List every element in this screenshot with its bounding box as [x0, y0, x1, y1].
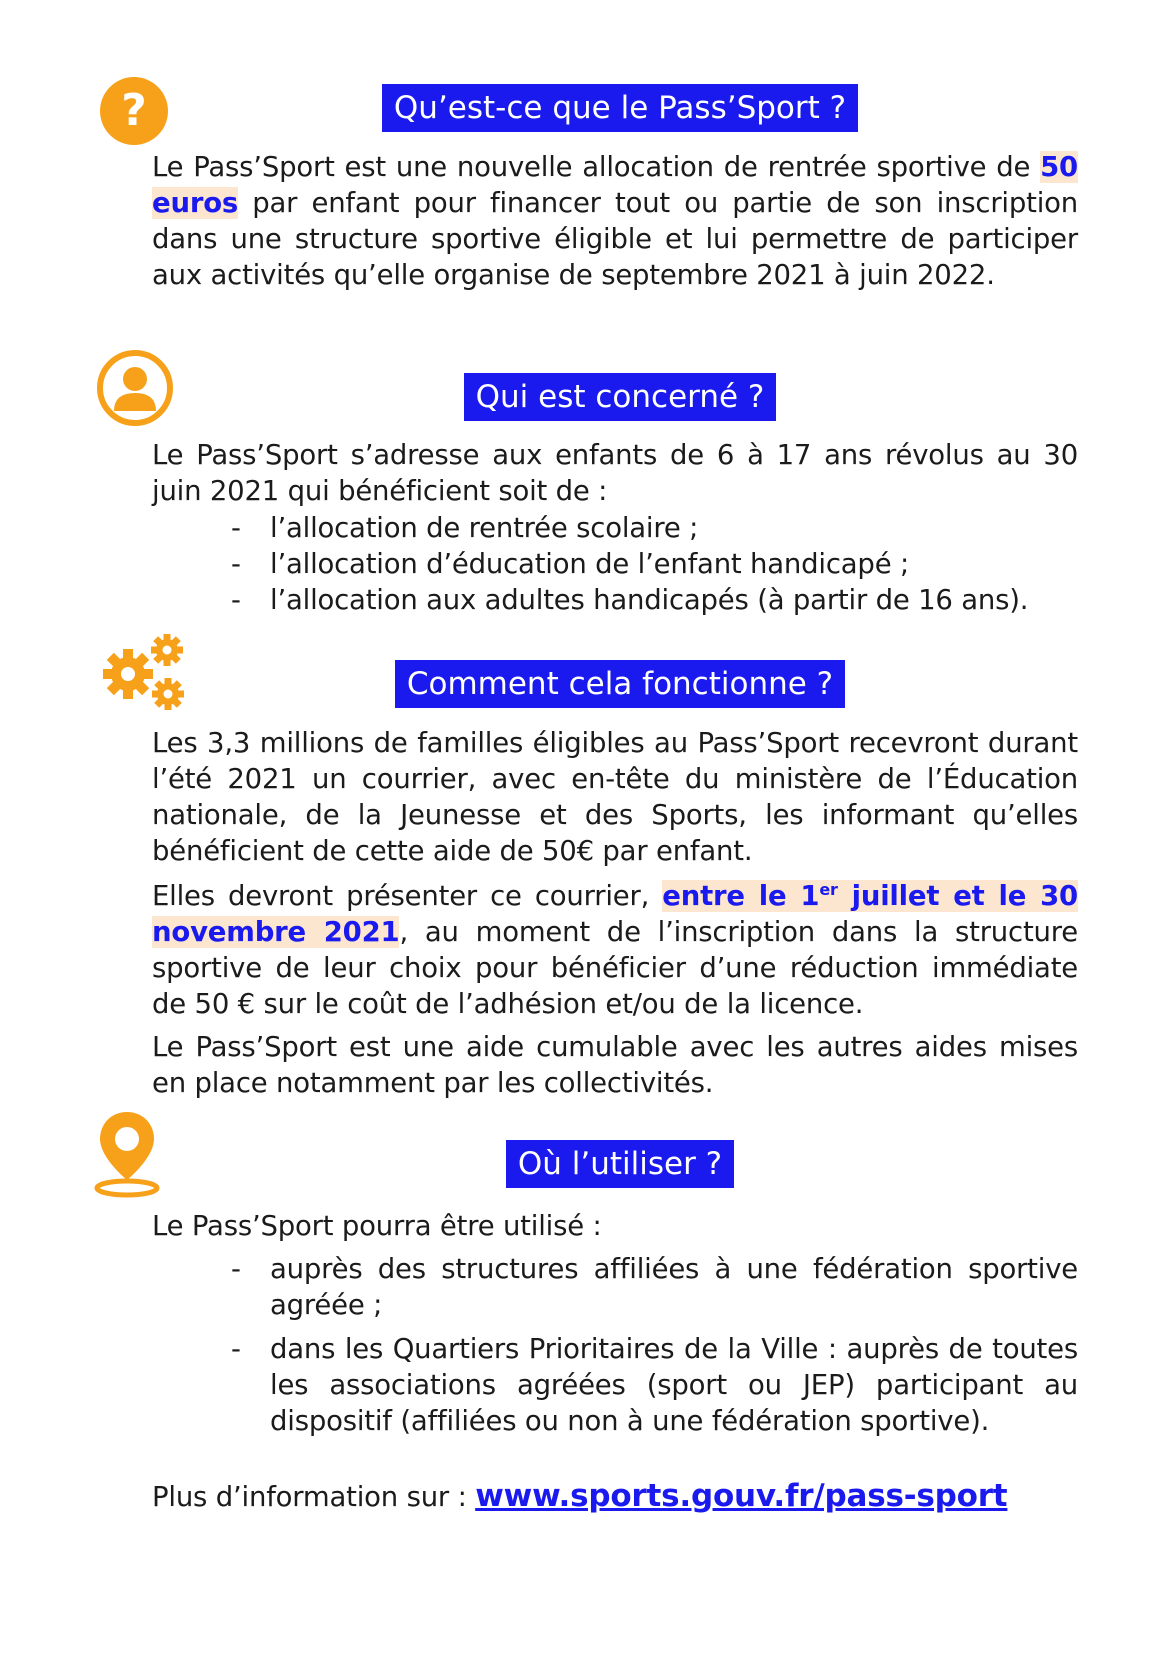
- text: dans les Quartiers Prioritaires de la Ville : auprès de toutes les associations agréées (sport ou JEP) participant au dispositif (affiliées ou non à une fédération sportive).: [270, 1333, 1078, 1437]
- where-list: [152, 1251, 1078, 1439]
- text: l’allocation aux adultes handicapés (à partir de 16 ans).: [270, 584, 1029, 616]
- heading-who-wrap: [0, 373, 1170, 421]
- superscript: er: [819, 879, 838, 899]
- text: Elles devront présenter ce courrier,: [152, 880, 663, 912]
- heading-what-wrap: [0, 84, 1170, 132]
- text: l’allocation d’éducation de l’enfant handicapé ;: [270, 548, 910, 580]
- text: juillet et le 30 novembre 2021: [152, 880, 1078, 948]
- svg-text:?: ?: [121, 85, 147, 136]
- list-item: - auprès des structures affiliées à une fédération sportive agréée ;: [231, 1253, 1078, 1321]
- pass-sport-link[interactable]: www.sports.gouv.fr/pass-sport: [475, 1478, 1008, 1514]
- list-item: - l’allocation de rentrée scolaire ;: [231, 512, 699, 544]
- list-item: - l’allocation d’éducation de l’enfant handicapé ;: [231, 548, 910, 580]
- footer-info: [152, 1478, 1078, 1515]
- heading-where: Où l’utiliser ?: [506, 1140, 734, 1188]
- heading-how: Comment cela fonctionne ?: [395, 660, 845, 708]
- text: par enfant pour financer tout ou partie de son inscription dans une structure sportive éligible et lui permettre de participer aux activités qu’elle organise de septembre 2021 à juin 2022.: [152, 187, 1078, 291]
- text: , au moment de l’inscription dans la structure sportive de leur choix pour bénéficier d’une réduction immédiate de 50 € sur le coût de l’adhésion et/ou de la licence.: [152, 916, 1078, 1020]
- heading-who: Qui est concerné ?: [464, 373, 777, 421]
- text: entre le 1: [662, 880, 820, 912]
- heading-what: Qu’est-ce que le Pass’Sport ?: [382, 84, 858, 132]
- heading-how-wrap: [0, 660, 1170, 708]
- paragraph-where: Le Pass’Sport pourra être utilisé :: [152, 1210, 602, 1242]
- paragraph-what: [152, 149, 1078, 293]
- who-list: [152, 510, 1078, 618]
- text: l’allocation de rentrée scolaire ;: [270, 512, 699, 544]
- paragraph-who: Le Pass’Sport s’adresse aux enfants de 6 à 17 ans révolus au 30 juin 2021 qui bénéficient soit de :: [152, 439, 1078, 507]
- paragraph-how-2: [152, 878, 1078, 1022]
- footer-label: Plus d’information sur :: [152, 1481, 476, 1513]
- paragraph-how-1: Les 3,3 millions de familles éligibles au Pass’Sport recevront durant l’été 2021 un courrier, avec en-tête du ministère de l’Éducation nationale, de la Jeunesse et des Sports, les informant qu’elles bénéficient de cette aide de 50€ par enfant.: [152, 727, 1078, 867]
- list-item: - dans les Quartiers Prioritaires de la Ville : auprès de toutes les associations agréées (sport ou JEP) participant au dispositif (affiliées ou non à une fédération sportive).: [231, 1333, 1078, 1437]
- text: auprès des structures affiliées à une fédération sportive agréée ;: [270, 1253, 1078, 1321]
- paragraph-how-3: Le Pass’Sport est une aide cumulable avec les autres aides mises en place notamment par les collectivités.: [152, 1031, 1078, 1099]
- text: Le Pass’Sport est une nouvelle allocation de rentrée sportive de: [152, 151, 1041, 183]
- list-item: - l’allocation aux adultes handicapés (à partir de 16 ans).: [231, 584, 1029, 616]
- heading-where-wrap: [0, 1140, 1170, 1188]
- highlight-amount: 50 euros: [152, 151, 1078, 219]
